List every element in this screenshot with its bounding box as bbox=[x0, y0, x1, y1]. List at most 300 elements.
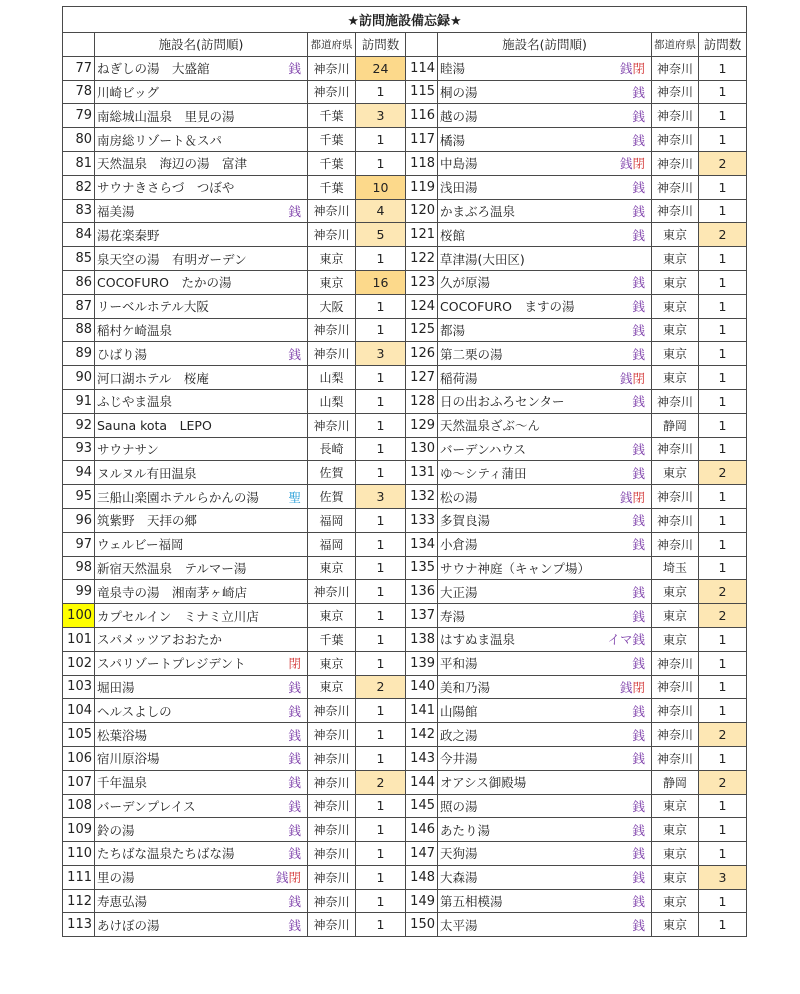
table-row bbox=[63, 699, 747, 723]
visit-count: 1 bbox=[356, 556, 406, 580]
prefecture: 佐賀 bbox=[308, 461, 356, 485]
facility-name-cell bbox=[95, 651, 308, 675]
prefecture: 神奈川 bbox=[652, 128, 699, 152]
table-row bbox=[63, 389, 747, 413]
facility-tags: 銭 bbox=[632, 322, 645, 338]
visit-count: 2 bbox=[699, 151, 747, 175]
visit-count: 1 bbox=[356, 913, 406, 937]
facility-tags: 銭 bbox=[288, 822, 301, 838]
facility-name-cell bbox=[95, 627, 308, 651]
row-number: 114 bbox=[406, 56, 438, 80]
row-number: 117 bbox=[406, 128, 438, 152]
visit-count: 1 bbox=[356, 818, 406, 842]
facility-name: ねぎしの湯 大盛舘 bbox=[97, 61, 210, 77]
facility-name-cell bbox=[438, 723, 652, 747]
row-number: 79 bbox=[63, 104, 95, 128]
prefecture: 神奈川 bbox=[652, 746, 699, 770]
facility-tags: 銭 bbox=[632, 132, 645, 148]
facility-name-cell bbox=[95, 746, 308, 770]
facility-name: 福美湯 bbox=[97, 203, 135, 219]
table-row bbox=[63, 794, 747, 818]
prefecture: 神奈川 bbox=[652, 199, 699, 223]
table-row bbox=[63, 889, 747, 913]
visit-count: 1 bbox=[356, 794, 406, 818]
facility-tags: 銭 bbox=[632, 441, 645, 457]
row-number: 97 bbox=[63, 532, 95, 556]
table-row bbox=[63, 151, 747, 175]
facility-tags: 銭 bbox=[632, 870, 645, 886]
visit-count: 1 bbox=[699, 366, 747, 390]
facility-name: 大森湯 bbox=[440, 870, 478, 886]
prefecture: 東京 bbox=[308, 675, 356, 699]
facility-name: 稲荷湯 bbox=[440, 370, 478, 386]
visit-count: 1 bbox=[699, 842, 747, 866]
row-number: 139 bbox=[406, 651, 438, 675]
facility-tags: イマ銭 bbox=[607, 632, 645, 648]
facility-name: カプセルイン ミナミ立川店 bbox=[97, 608, 259, 624]
visit-count: 1 bbox=[699, 556, 747, 580]
prefecture: 東京 bbox=[652, 865, 699, 889]
row-number: 109 bbox=[63, 818, 95, 842]
prefecture: 神奈川 bbox=[308, 80, 356, 104]
prefecture: 東京 bbox=[308, 604, 356, 628]
prefecture: 東京 bbox=[652, 294, 699, 318]
prefecture: 山梨 bbox=[308, 366, 356, 390]
visit-count: 3 bbox=[356, 104, 406, 128]
prefecture: 神奈川 bbox=[652, 56, 699, 80]
facility-name-cell bbox=[438, 199, 652, 223]
table-row bbox=[63, 532, 747, 556]
row-number: 77 bbox=[63, 56, 95, 80]
visit-count: 1 bbox=[356, 699, 406, 723]
facility-name-cell bbox=[95, 270, 308, 294]
row-number: 145 bbox=[406, 794, 438, 818]
facility-name-cell bbox=[95, 913, 308, 937]
facility-name: かまぶろ温泉 bbox=[440, 203, 516, 219]
facility-name-cell bbox=[95, 128, 308, 152]
row-number: 132 bbox=[406, 485, 438, 509]
table-row bbox=[63, 485, 747, 509]
row-number: 126 bbox=[406, 342, 438, 366]
facility-tags: 銭 bbox=[632, 917, 645, 933]
facility-name: 筑紫野 天拝の郷 bbox=[97, 513, 198, 529]
prefecture: 千葉 bbox=[308, 151, 356, 175]
prefecture: 静岡 bbox=[652, 413, 699, 437]
facility-name: あけぼの湯 bbox=[97, 917, 160, 933]
prefecture: 神奈川 bbox=[652, 675, 699, 699]
visit-count: 1 bbox=[699, 128, 747, 152]
facility-name-cell bbox=[95, 104, 308, 128]
facility-name: 久が原湯 bbox=[440, 275, 491, 291]
facility-name: 湯花楽秦野 bbox=[97, 227, 160, 243]
visit-count: 1 bbox=[356, 723, 406, 747]
visit-count: 2 bbox=[699, 461, 747, 485]
no-header bbox=[63, 33, 95, 57]
facility-name-cell bbox=[95, 580, 308, 604]
no-header bbox=[406, 33, 438, 57]
facility-name-cell bbox=[438, 770, 652, 794]
row-number: 100 bbox=[63, 604, 95, 628]
facility-name: 政之湯 bbox=[440, 727, 478, 743]
facility-name-cell bbox=[438, 889, 652, 913]
facility-name-cell bbox=[438, 675, 652, 699]
visit-count: 1 bbox=[699, 294, 747, 318]
visit-count: 1 bbox=[699, 270, 747, 294]
table-row bbox=[63, 746, 747, 770]
visit-count: 1 bbox=[699, 437, 747, 461]
visit-count: 1 bbox=[699, 175, 747, 199]
row-number: 108 bbox=[63, 794, 95, 818]
row-number: 130 bbox=[406, 437, 438, 461]
facility-name-cell bbox=[438, 223, 652, 247]
facility-tags: 銭 bbox=[632, 84, 645, 100]
facility-name-cell bbox=[95, 865, 308, 889]
facility-name-cell bbox=[438, 270, 652, 294]
facility-name-cell bbox=[95, 842, 308, 866]
facility-name: 竜泉寺の湯 湘南茅ヶ崎店 bbox=[97, 584, 248, 600]
facility-name-cell bbox=[95, 556, 308, 580]
row-number: 88 bbox=[63, 318, 95, 342]
table-row bbox=[63, 865, 747, 889]
facility-name: COCOFURO たかの湯 bbox=[97, 275, 232, 291]
visit-count: 1 bbox=[356, 413, 406, 437]
facility-tags: 銭 bbox=[632, 465, 645, 481]
facility-name: 川崎ビッグ bbox=[97, 84, 160, 100]
facility-tags: 銭閉 bbox=[619, 679, 645, 695]
count-header: 訪問数 bbox=[699, 33, 747, 57]
row-number: 96 bbox=[63, 508, 95, 532]
facility-name-cell bbox=[438, 342, 652, 366]
row-number: 121 bbox=[406, 223, 438, 247]
pref-header: 都道府県 bbox=[308, 33, 356, 57]
table-row bbox=[63, 723, 747, 747]
facility-tags: 銭閉 bbox=[619, 370, 645, 386]
facility-tags: 銭閉 bbox=[619, 489, 645, 505]
table-row bbox=[63, 318, 747, 342]
facility-name: 宿川原浴場 bbox=[97, 751, 160, 767]
facility-tags: 銭 bbox=[632, 513, 645, 529]
prefecture: 神奈川 bbox=[308, 580, 356, 604]
prefecture: 神奈川 bbox=[652, 80, 699, 104]
facility-name-cell bbox=[438, 746, 652, 770]
visit-count: 1 bbox=[356, 389, 406, 413]
facility-name: Sauna kota LEPO bbox=[97, 418, 212, 434]
facility-name: 浅田湯 bbox=[440, 180, 478, 196]
facility-tags: 銭 bbox=[632, 894, 645, 910]
facility-name: たちばな温泉たちばな湯 bbox=[97, 846, 235, 862]
prefecture: 福岡 bbox=[308, 532, 356, 556]
prefecture: 長崎 bbox=[308, 437, 356, 461]
visit-count: 1 bbox=[699, 532, 747, 556]
visit-count: 1 bbox=[699, 818, 747, 842]
visit-count: 4 bbox=[356, 199, 406, 223]
facility-name: 今井湯 bbox=[440, 751, 478, 767]
facility-tags: 銭 bbox=[632, 798, 645, 814]
row-number: 78 bbox=[63, 80, 95, 104]
facility-name: サウナきさらづ つぼや bbox=[97, 180, 235, 196]
facility-name: 稲村ケ崎温泉 bbox=[97, 322, 173, 338]
row-number: 149 bbox=[406, 889, 438, 913]
prefecture: 佐賀 bbox=[308, 485, 356, 509]
facility-name: 堀田湯 bbox=[97, 679, 135, 695]
facility-tags: 銭 bbox=[632, 180, 645, 196]
row-number: 146 bbox=[406, 818, 438, 842]
facility-name-cell bbox=[438, 80, 652, 104]
facility-name-cell bbox=[438, 104, 652, 128]
row-number: 90 bbox=[63, 366, 95, 390]
facility-name: 千年温泉 bbox=[97, 775, 148, 791]
visit-count: 5 bbox=[356, 223, 406, 247]
facility-name-cell bbox=[95, 342, 308, 366]
row-number: 107 bbox=[63, 770, 95, 794]
visit-count: 1 bbox=[356, 580, 406, 604]
prefecture: 神奈川 bbox=[308, 842, 356, 866]
row-number: 134 bbox=[406, 532, 438, 556]
table-row bbox=[63, 104, 747, 128]
visit-count: 1 bbox=[356, 842, 406, 866]
row-number: 125 bbox=[406, 318, 438, 342]
prefecture: 神奈川 bbox=[308, 913, 356, 937]
facility-name: 寿湯 bbox=[440, 608, 466, 624]
row-number: 105 bbox=[63, 723, 95, 747]
visit-count: 1 bbox=[699, 342, 747, 366]
facility-name-cell bbox=[95, 699, 308, 723]
facility-name-cell bbox=[95, 389, 308, 413]
facility-name: 桜館 bbox=[440, 227, 466, 243]
prefecture: 神奈川 bbox=[652, 508, 699, 532]
facility-name: ウェルビー福岡 bbox=[97, 537, 184, 553]
table-row bbox=[63, 413, 747, 437]
prefecture: 東京 bbox=[652, 366, 699, 390]
row-number: 113 bbox=[63, 913, 95, 937]
facility-name-cell bbox=[95, 889, 308, 913]
facility-name-cell bbox=[438, 651, 652, 675]
prefecture: 大阪 bbox=[308, 294, 356, 318]
row-number: 143 bbox=[406, 746, 438, 770]
row-number: 124 bbox=[406, 294, 438, 318]
facility-name: 天然温泉 海辺の湯 富津 bbox=[97, 156, 248, 172]
visit-count: 1 bbox=[356, 604, 406, 628]
prefecture: 神奈川 bbox=[308, 342, 356, 366]
prefecture: 神奈川 bbox=[308, 699, 356, 723]
facility-name: 桐の湯 bbox=[440, 84, 478, 100]
prefecture: 神奈川 bbox=[308, 865, 356, 889]
facility-name: 橘湯 bbox=[440, 132, 466, 148]
facility-name: バーデンプレイス bbox=[97, 798, 196, 814]
visit-count: 1 bbox=[356, 128, 406, 152]
visit-count: 1 bbox=[356, 80, 406, 104]
prefecture: 神奈川 bbox=[652, 651, 699, 675]
prefecture: 東京 bbox=[308, 651, 356, 675]
facility-name: 小倉湯 bbox=[440, 537, 478, 553]
facility-name-cell bbox=[438, 151, 652, 175]
visit-count: 1 bbox=[356, 889, 406, 913]
visit-count: 1 bbox=[356, 627, 406, 651]
facility-name-cell bbox=[438, 437, 652, 461]
facility-tags: 銭 bbox=[288, 203, 301, 219]
facility-name-cell bbox=[438, 413, 652, 437]
row-number: 95 bbox=[63, 485, 95, 509]
table-row bbox=[63, 580, 747, 604]
facility-name-cell bbox=[438, 699, 652, 723]
facility-name-cell bbox=[95, 532, 308, 556]
facility-name-cell bbox=[438, 508, 652, 532]
visit-count: 1 bbox=[699, 413, 747, 437]
facility-name-cell bbox=[438, 175, 652, 199]
facility-name-cell bbox=[95, 294, 308, 318]
visit-count: 2 bbox=[699, 604, 747, 628]
table-row bbox=[63, 294, 747, 318]
facility-tags: 銭 bbox=[632, 822, 645, 838]
prefecture: 東京 bbox=[652, 580, 699, 604]
visit-count: 1 bbox=[699, 699, 747, 723]
facility-name-cell bbox=[438, 865, 652, 889]
facility-name: 鈴の湯 bbox=[97, 822, 135, 838]
facility-tags: 銭 bbox=[632, 108, 645, 124]
row-number: 82 bbox=[63, 175, 95, 199]
visit-count: 1 bbox=[699, 389, 747, 413]
table-row bbox=[63, 913, 747, 937]
facility-name-cell bbox=[95, 318, 308, 342]
facility-name: はすぬま温泉 bbox=[440, 632, 516, 648]
facility-name: 第二栗の湯 bbox=[440, 346, 503, 362]
prefecture: 神奈川 bbox=[308, 818, 356, 842]
prefecture: 神奈川 bbox=[652, 175, 699, 199]
facility-tags: 銭 bbox=[632, 703, 645, 719]
visit-count: 1 bbox=[699, 675, 747, 699]
pref-header: 都道府県 bbox=[652, 33, 699, 57]
row-number: 102 bbox=[63, 651, 95, 675]
name-header: 施設名(訪問順) bbox=[95, 33, 308, 57]
facility-name: 美和乃湯 bbox=[440, 679, 491, 695]
row-number: 144 bbox=[406, 770, 438, 794]
facility-name: 南総城山温泉 里見の湯 bbox=[97, 108, 235, 124]
prefecture: 東京 bbox=[308, 247, 356, 271]
table-row bbox=[63, 199, 747, 223]
row-number: 110 bbox=[63, 842, 95, 866]
facility-tags: 銭 bbox=[632, 299, 645, 315]
facility-name: 里の湯 bbox=[97, 870, 135, 886]
facility-name-cell bbox=[438, 366, 652, 390]
row-number: 137 bbox=[406, 604, 438, 628]
row-number: 147 bbox=[406, 842, 438, 866]
facility-name-cell bbox=[95, 675, 308, 699]
facility-name-cell bbox=[438, 294, 652, 318]
facility-tags: 銭 bbox=[288, 798, 301, 814]
row-number: 103 bbox=[63, 675, 95, 699]
facility-name-cell bbox=[438, 556, 652, 580]
row-number: 133 bbox=[406, 508, 438, 532]
row-number: 98 bbox=[63, 556, 95, 580]
visit-log-table bbox=[62, 6, 747, 937]
facility-name: 第五相模湯 bbox=[440, 894, 503, 910]
visit-count: 1 bbox=[699, 913, 747, 937]
visit-count: 1 bbox=[699, 508, 747, 532]
facility-name: スパリゾートプレジデント bbox=[97, 656, 246, 672]
visit-count: 1 bbox=[699, 199, 747, 223]
visit-count: 1 bbox=[699, 104, 747, 128]
prefecture: 神奈川 bbox=[652, 532, 699, 556]
row-number: 115 bbox=[406, 80, 438, 104]
row-number: 106 bbox=[63, 746, 95, 770]
facility-tags: 銭 bbox=[632, 346, 645, 362]
visit-count: 1 bbox=[356, 437, 406, 461]
table-row bbox=[63, 604, 747, 628]
prefecture: 神奈川 bbox=[308, 723, 356, 747]
facility-name-cell bbox=[95, 56, 308, 80]
prefecture: 神奈川 bbox=[652, 151, 699, 175]
visit-count: 1 bbox=[699, 56, 747, 80]
prefecture: 東京 bbox=[652, 318, 699, 342]
facility-name: 天然温泉ざぶ～ん bbox=[440, 418, 541, 434]
table-row bbox=[63, 770, 747, 794]
prefecture: 東京 bbox=[652, 461, 699, 485]
facility-name: 多賀良湯 bbox=[440, 513, 491, 529]
facility-name: 中島湯 bbox=[440, 156, 478, 172]
visit-count: 2 bbox=[699, 723, 747, 747]
facility-name-cell bbox=[438, 532, 652, 556]
facility-name-cell bbox=[438, 247, 652, 271]
facility-tags: 銭 bbox=[288, 894, 301, 910]
facility-name-cell bbox=[95, 794, 308, 818]
visit-count: 1 bbox=[356, 151, 406, 175]
facility-name-cell bbox=[95, 508, 308, 532]
facility-name: オアシス御殿場 bbox=[440, 775, 527, 791]
facility-tags: 銭 bbox=[288, 703, 301, 719]
visit-count: 1 bbox=[699, 627, 747, 651]
facility-name-cell bbox=[438, 913, 652, 937]
visit-count: 1 bbox=[699, 318, 747, 342]
facility-name: ひばり湯 bbox=[97, 346, 148, 362]
visit-count: 1 bbox=[356, 366, 406, 390]
table-row bbox=[63, 223, 747, 247]
table-row bbox=[63, 508, 747, 532]
facility-name: 日の出おふろセンター bbox=[440, 394, 565, 410]
facility-name-cell bbox=[95, 485, 308, 509]
facility-name-cell bbox=[438, 128, 652, 152]
table-row bbox=[63, 842, 747, 866]
facility-name-cell bbox=[95, 247, 308, 271]
prefecture: 東京 bbox=[652, 247, 699, 271]
visit-count: 1 bbox=[699, 247, 747, 271]
prefecture: 東京 bbox=[652, 818, 699, 842]
prefecture: 千葉 bbox=[308, 128, 356, 152]
row-number: 94 bbox=[63, 461, 95, 485]
row-number: 99 bbox=[63, 580, 95, 604]
facility-name: 越の湯 bbox=[440, 108, 478, 124]
row-number: 85 bbox=[63, 247, 95, 271]
row-number: 112 bbox=[63, 889, 95, 913]
facility-name-cell bbox=[438, 842, 652, 866]
prefecture: 東京 bbox=[652, 913, 699, 937]
prefecture: 神奈川 bbox=[652, 389, 699, 413]
row-number: 87 bbox=[63, 294, 95, 318]
facility-name: ふじやま温泉 bbox=[97, 394, 173, 410]
facility-tags: 銭 bbox=[288, 751, 301, 767]
facility-tags: 銭 bbox=[288, 61, 301, 77]
table-row bbox=[63, 80, 747, 104]
facility-tags: 銭 bbox=[288, 917, 301, 933]
facility-name-cell bbox=[95, 723, 308, 747]
visit-count: 2 bbox=[356, 770, 406, 794]
row-number: 148 bbox=[406, 865, 438, 889]
visit-count: 1 bbox=[699, 889, 747, 913]
prefecture: 静岡 bbox=[652, 770, 699, 794]
facility-name-cell bbox=[95, 80, 308, 104]
prefecture: 神奈川 bbox=[652, 699, 699, 723]
prefecture: 神奈川 bbox=[652, 485, 699, 509]
row-number: 120 bbox=[406, 199, 438, 223]
